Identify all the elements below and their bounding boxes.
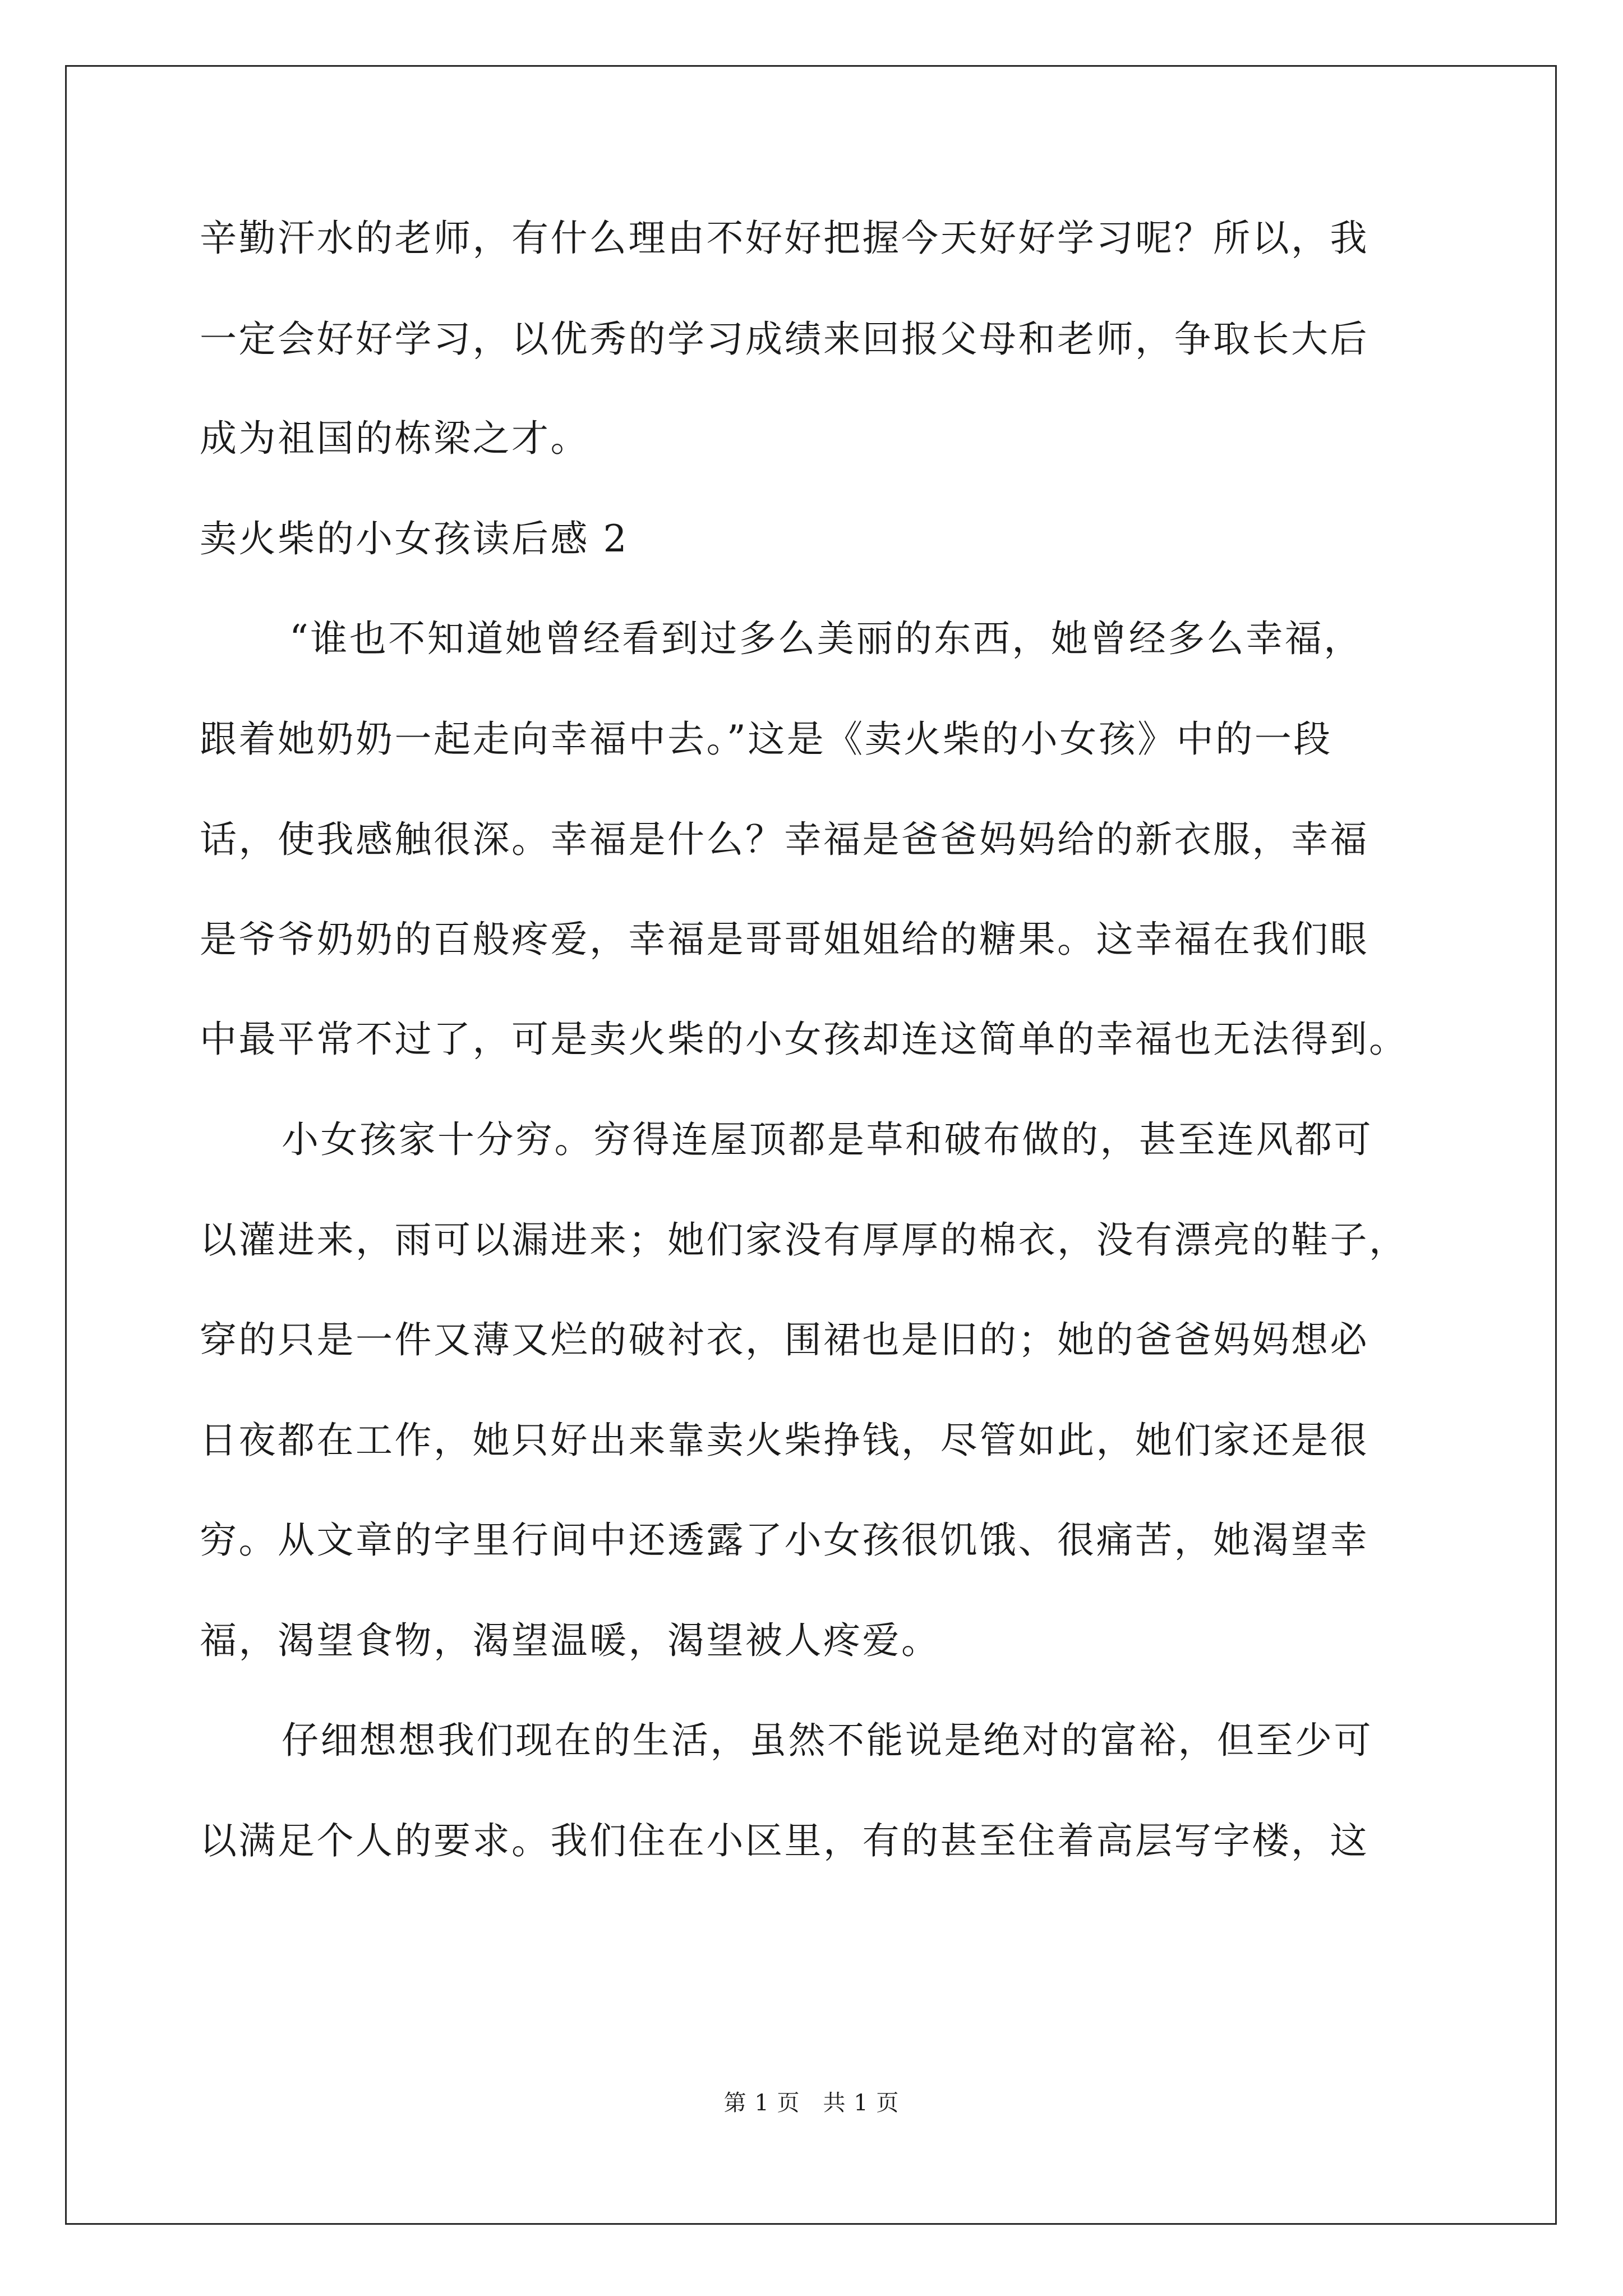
text-line: 中最平常不过了，可是卖火柴的小女孩却连这简单的幸福也无法得到。: [200, 1018, 1408, 1061]
text-line: 话，使我感触很深。幸福是什么？幸福是爸爸妈妈给的新衣服，幸福: [200, 818, 1369, 861]
text-line: 以灌进来，雨可以漏进来；她们家没有厚厚的棉衣，没有漂亮的鞋子，: [200, 1218, 1408, 1262]
page-number-footer: 第 1 页 共 1 页: [723, 2090, 900, 2116]
text-line: 穿的只是一件又薄又烂的破衬衣，围裙也是旧的；她的爸爸妈妈想必: [200, 1318, 1369, 1361]
text-line: 辛勤汗水的老师，有什么理由不好好把握今天好好学习呢？所以，我: [200, 217, 1369, 260]
text-line: 跟着她奶奶一起走向幸福中去。”这是《卖火柴的小女孩》中的一段: [200, 717, 1332, 761]
text-line: 成为祖国的栋梁之才。: [200, 417, 589, 460]
text-line: 一定会好好学习，以优秀的学习成绩来回报父母和老师，争取长大后: [200, 318, 1369, 361]
text-line: 福，渴望食物，渴望温暖，渴望被人疼爱。: [200, 1619, 940, 1662]
text-line: 是爷爷奶奶的百般疼爱，幸福是哥哥姐姐给的糖果。这幸福在我们眼: [200, 918, 1369, 961]
paragraph-first-line: 仔细想想我们现在的生活，虽然不能说是绝对的富裕，但至少可: [282, 1719, 1373, 1762]
paragraph-first-line: 小女孩家十分穷。穷得连屋顶都是草和破布做的，甚至连风都可: [282, 1118, 1373, 1161]
text-line: 穷。从文章的字里行间中还透露了小女孩很饥饿、很痛苦，她渴望幸: [200, 1519, 1369, 1562]
text-line: 以满足个人的要求。我们住在小区里，有的甚至住着高层写字楼，这: [200, 1819, 1369, 1862]
section-heading: 卖火柴的小女孩读后感 2: [200, 517, 629, 560]
text-line: 日夜都在工作，她只好出来靠卖火柴挣钱，尽管如此，她们家还是很: [200, 1419, 1369, 1462]
paragraph-first-line: “谁也不知道她曾经看到过多么美丽的东西，她曾经多么幸福，: [289, 617, 1363, 660]
